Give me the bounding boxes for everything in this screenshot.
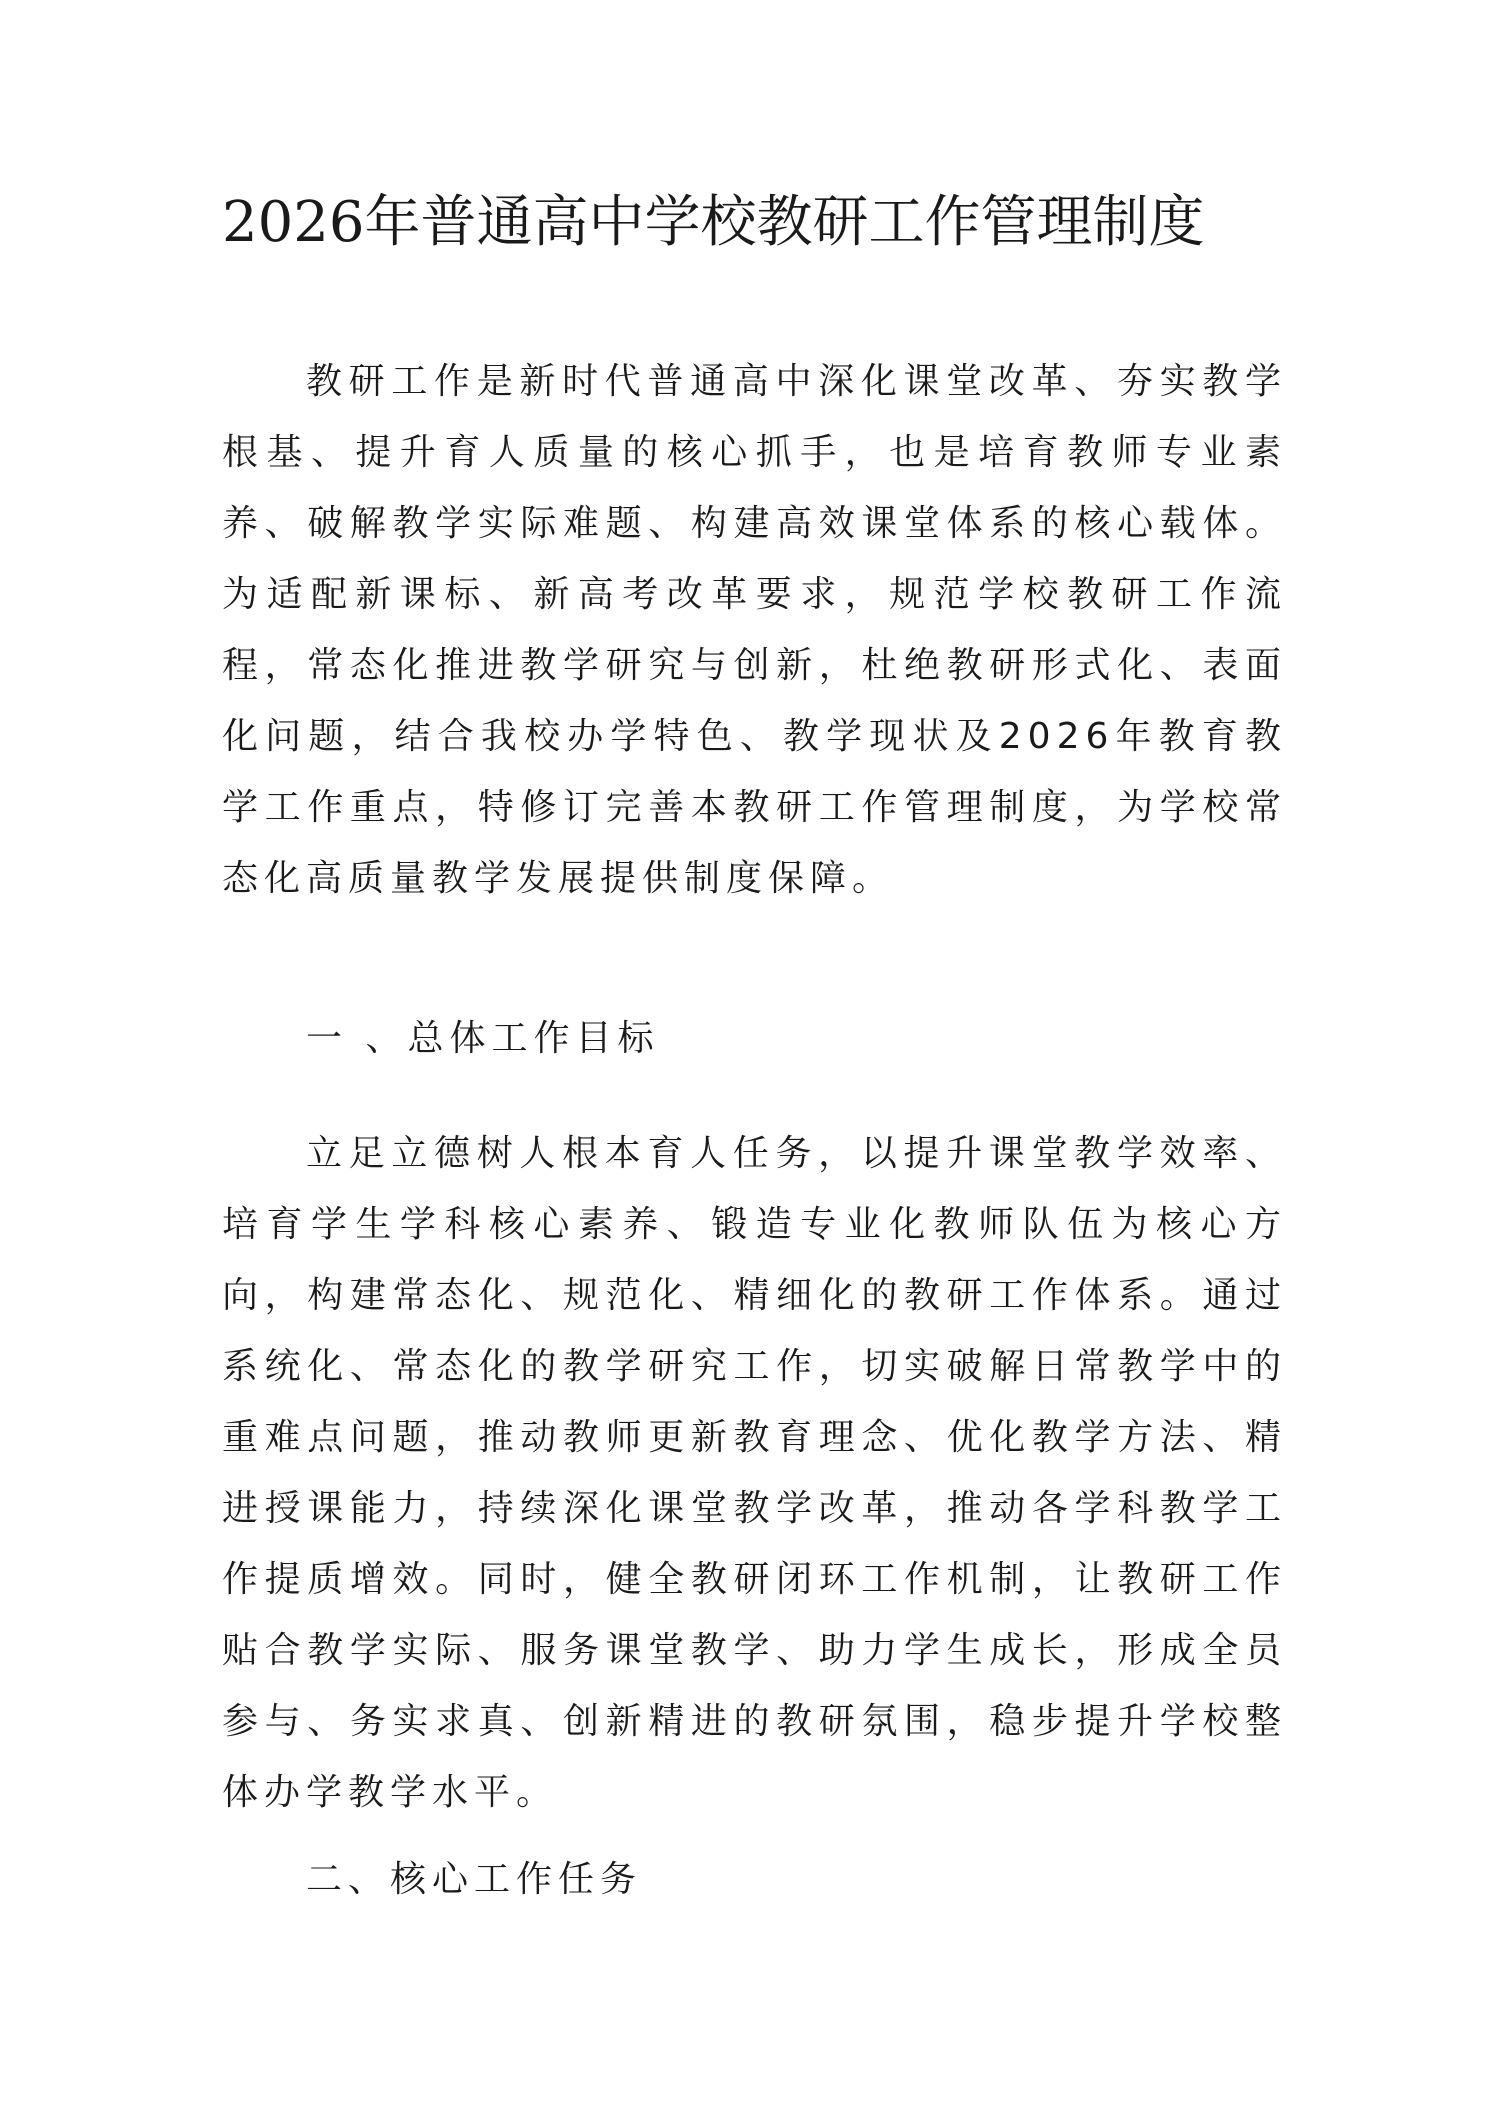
document-title: 2026年普通高中学校教研工作管理制度 xyxy=(222,190,1205,255)
section-heading-goals: 一 、总体工作目标 xyxy=(306,1018,660,1059)
intro-paragraph: 教研工作是新时代普通高中深化课堂改革、夯实教学根基、提升育人质量的核心抓手，也是培育教师专业素养、破解教学实际难题、构建高效课堂体系的核心载体。为适配新课标、新高考改革要求，规范学校教研工作流程，常态化推进教学研究与创新，杜绝教研形式化、表面化问题，结合我校办学特色、教学现状及2026年教育教学工作重点，特修订完善本教研工作管理制度，为学校常态化高质量教学发展提供制度保障。 xyxy=(222,361,1287,899)
section-body-goals: 立足立德树人根本育人任务，以提升课堂教学效率、培育学生学科核心素养、锻造专业化教师队伍为核心方向，构建常态化、规范化、精细化的教研工作体系。通过系统化、常态化的教学研究工作，切实破解日常教学中的重难点问题，推动教师更新教育理念、优化教学方法、精进授课能力，持续深化课堂教学改革，推动各学科教学工作提质增效。同时，健全教研闭环工作机制，让教研工作贴合教学实际、服务课堂教学、助力学生成长，形成全员参与、务实求真、创新精进的教研氛围，稳步提升学校整体办学教学水平。 xyxy=(222,1133,1287,1813)
section-heading-tasks: 二、核心工作任务 xyxy=(306,1859,643,1900)
